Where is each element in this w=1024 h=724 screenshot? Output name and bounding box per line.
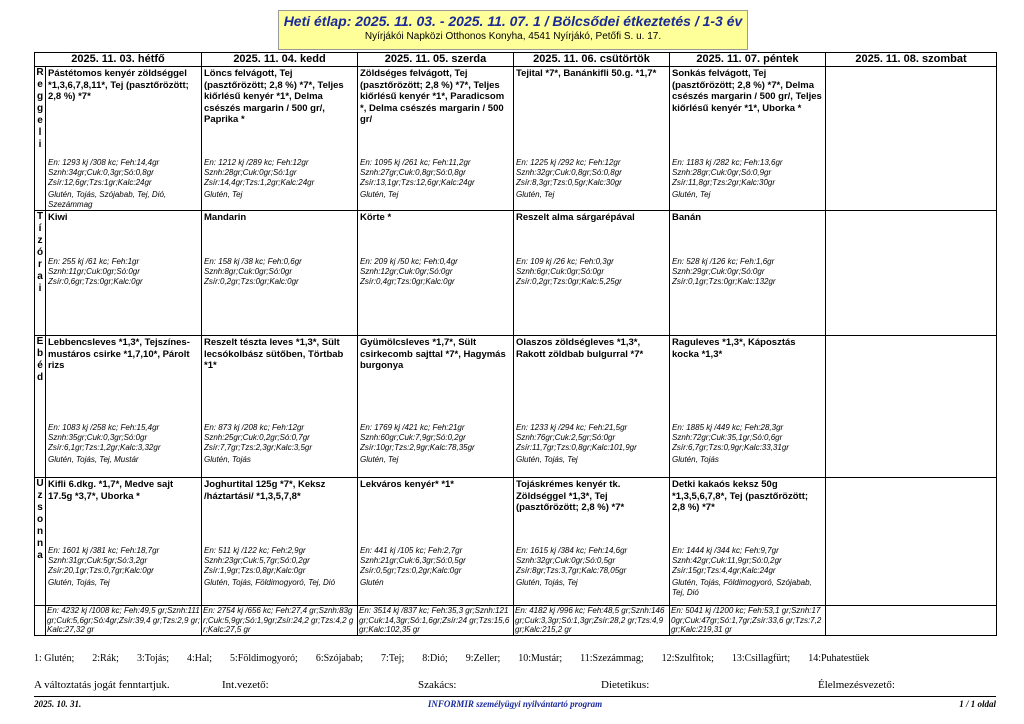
dish-name: Zöldséges felvágott, Tej (pasztőrözött; 2,8 %) *7*, Teljes kiőrlésű kenyér *1*, Paradicsom *, Delma csészés margarin / 500 gr/: [360, 68, 505, 125]
allergen-list: Glutén, Tej: [672, 190, 711, 199]
menu-cell: [670, 478, 826, 606]
allergen-list: Glutén, Tojás, Földimogyoró, Szójabab, Tej, Dió: [672, 578, 812, 597]
menu-cell-content: [670, 478, 825, 605]
daily-total-cell: [514, 606, 670, 636]
menu-cell: [826, 211, 997, 336]
print-date: 2025. 10. 31.: [34, 699, 82, 709]
nutrition-info: En: 528 kj /126 kc; Feh:1,6gr Sznh:29gr;Cuk:0gr;Só:0gr Zsír:0,1gr;Tzs:0gr;Kalc:132gr: [672, 257, 776, 286]
menu-cell: [358, 67, 514, 211]
allergen-legend-item: 5:Földimogyoró;: [230, 653, 298, 664]
nutrition-info: En: 158 kj /38 kc; Feh:0,6gr Sznh:8gr;Cuk:0gr;Só:0gr Zsír:0,2gr;Tzs:0gr;Kalc:0gr: [204, 257, 302, 286]
dish-name: Mandarin: [204, 212, 247, 223]
nutrition-info: En: 873 kj /208 kc; Feh:12gr Sznh:25gr;Cuk:0,2gr;Só:0,7gr Zsír:7,7gr;Tzs:2,3gr;Kalc:3,5gr: [204, 423, 313, 452]
nutrition-info-block: [48, 423, 200, 465]
kitchen-address: Nyírjákói Napközi Otthonos Konyha, 4541 Nyírjákó, Petőfi S. u. 17.: [364, 31, 662, 42]
allergen-list: Glutén, Tojás: [672, 455, 719, 464]
allergen-list: Glutén, Tej: [204, 190, 243, 199]
nutrition-info: En: 1293 kj /308 kc; Feh:14,4gr Sznh:34gr;Cuk:0,3gr;Só:0,8gr Zsír:12,6gr;Tzs:1gr;Kalc:24gr: [48, 158, 160, 187]
allergen-list: Glutén, Tojás: [204, 455, 251, 464]
day-header-saturday: 2025. 11. 08. szombat: [826, 53, 997, 67]
daily-total: En: 4182 kj /996 kc; Feh:48,5 gr;Sznh:146gr;Cuk:3,3gr;Só:1,3gr;Zsír:28,2 gr;Tzs:4,9 gr;Kalc:215,2 gr: [515, 606, 665, 634]
program-name: INFORMIR személyügyi nyilvántartó program: [427, 699, 603, 709]
allergen-legend-item: 13:Csillagfürt;: [731, 653, 791, 664]
menu-cell-content: [202, 336, 357, 477]
nutrition-info-block: [360, 257, 512, 289]
menu-cell: [670, 67, 826, 211]
allergen-list: Glutén, Tej: [360, 455, 399, 464]
daily-total: En: 5041 kj /1200 kc; Feh:53,1 gr;Sznh:170gr;Cuk:47gr;Só:1,7gr;Zsír:33,6 gr;Tzs:7,2 gr;Kalc:219,31 gr: [671, 606, 822, 634]
meal-row-breakfast: [35, 67, 997, 211]
allergen-legend-item: 6:Szójabab;: [315, 653, 364, 664]
dish-name: Olaszos zöldségleves *1,3*, Rakott zöldbab bulgurral *7*: [516, 337, 644, 360]
menu-title: Heti étlap: 2025. 11. 03. - 2025. 11. 07. 1 / Bölcsődei étkeztetés / 1-3 év: [283, 13, 743, 29]
dish-name: Tojáskrémes kenyér tk. Zöldséggel *1,3*, Tej (pasztőrözött; 2,8 %) *7*: [516, 479, 625, 513]
nutrition-info: En: 441 kj /105 kc; Feh:2,7gr Sznh:21gr;Cuk:6,3gr;Só:0,5gr Zsír:0,5gr;Tzs:0,2gr;Kalc:0gr: [360, 546, 466, 575]
menu-cell-content: [514, 67, 669, 210]
day-header-friday: 2025. 11. 07. péntek: [670, 53, 826, 67]
dish-name: Löncs felvágott, Tej (pasztőrözött; 2,8 %) *7*, Teljes kiőrlésű kenyér *1*, Delma csészés margarin / 500 gr/, Paprika *: [204, 68, 344, 125]
allergen-legend: [34, 653, 1004, 664]
menu-cell: [46, 211, 202, 336]
menu-cell: [514, 336, 670, 478]
allergen-legend-item: 10:Mustár;: [518, 653, 563, 664]
menu-cell-content: [358, 336, 513, 477]
menu-cell-content: [202, 211, 357, 335]
nutrition-info-block: [360, 546, 512, 588]
menu-cell-content: [46, 67, 201, 210]
menu-cell: [358, 336, 514, 478]
dish-name: Kifli 6.dkg. *1,7*, Medve sajt 17.5g *3,7*, Uborka *: [48, 479, 174, 502]
nutrition-info: En: 1083 kj /258 kc; Feh:15,4gr Sznh:35gr;Cuk:0,3gr;Só:0gr Zsír:6,1gr;Tzs:1,2gr;Kalc:3,32gr: [48, 423, 161, 452]
nutrition-info: En: 1885 kj /449 kc; Feh:28,3gr Sznh:72gr;Cuk:35,1gr;Só:0,6gr Zsír:6,7gr;Tzs:0,9gr;Kalc:33,31gr: [672, 423, 789, 452]
allergen-legend-item: 12:Szulfitok;: [661, 653, 714, 664]
menu-cell: [46, 67, 202, 211]
daily-total-cell: [670, 606, 826, 636]
allergen-legend-item: 8:Dió;: [422, 653, 448, 664]
nutrition-info-block: [360, 158, 512, 200]
nutrition-info: En: 209 kj /50 kc; Feh:0,4gr Sznh:12gr;Cuk:0gr;Só:0gr Zsír:0,4gr;Tzs:0gr;Kalc:0gr: [360, 257, 458, 286]
menu-cell: [826, 478, 997, 606]
weekly-menu-table: [34, 52, 997, 636]
dish-name: Banán: [672, 212, 702, 223]
nutrition-info: En: 1444 kj /344 kc; Feh:9,7gr Sznh:42gr;Cuk:11,9gr;Só:0,2gr Zsír:15gr;Tzs:4,4gr;Kalc:24gr: [672, 546, 782, 575]
allergen-list: Glutén, Tojás, Földimogyoró, Tej, Dió: [204, 578, 336, 587]
menu-cell: [826, 336, 997, 478]
nutrition-info: En: 1601 kj /381 kc; Feh:18,7gr Sznh:31gr;Cuk:5gr;Só:3,2gr Zsír:20,1gr;Tzs:0,7gr;Kalc:0gr: [48, 546, 160, 575]
menu-body: [35, 67, 997, 636]
allergen-list: Glutén, Tojás, Tej: [48, 578, 110, 587]
nutrition-info-block: [360, 423, 512, 465]
allergen-list: Glutén, Tojás, Tej: [516, 578, 578, 587]
dish-name: Raguleves *1,3*, Káposztás kocka *1,3*: [672, 337, 796, 360]
nutrition-info-block: [204, 257, 356, 289]
menu-cell-content: [670, 211, 825, 335]
day-header-wednesday: 2025. 11. 05. szerda: [358, 53, 514, 67]
allergen-list: Glutén, Tojás, Szójabab, Tej, Dió, Szezámmag: [48, 190, 167, 209]
menu-header: [278, 10, 748, 50]
meal-row-lunch: [35, 336, 997, 478]
dish-name: Pástétomos kenyér zöldséggel *1,3,6,7,8,11*, Tej (pasztőrözött; 2,8 %) *7*: [48, 68, 189, 102]
allergen-list: Glutén: [360, 578, 384, 587]
menu-cell-content: [670, 336, 825, 477]
dietitian-signature-label: Dietetikus:: [601, 679, 650, 691]
nutrition-info: En: 1225 kj /292 kc; Feh:12gr Sznh:32gr;Cuk:0,8gr;Só:0,8gr Zsír:8,3gr;Tzs:0,5gr;Kalc:30gr: [516, 158, 622, 187]
allergen-legend-item: 2:Rák;: [92, 653, 119, 664]
menu-cell-content: [202, 478, 357, 605]
nutrition-info: En: 109 kj /26 kc; Feh:0,3gr Sznh:6gr;Cuk:0gr;Só:0gr Zsír:0,2gr;Tzs:0gr;Kalc:5,25gr: [516, 257, 622, 286]
totals-label-cell: [35, 606, 46, 636]
nutrition-info-block: [204, 158, 356, 200]
menu-cell: [670, 211, 826, 336]
meal-row-afternoon-snack: [35, 478, 997, 606]
menu-cell: [514, 67, 670, 211]
nutrition-info-block: [516, 158, 668, 200]
allergen-list: Glutén, Tej: [360, 190, 399, 199]
nutrition-info-block: [672, 257, 824, 289]
day-header-thursday: 2025. 11. 06. csütörtök: [514, 53, 670, 67]
menu-cell: [202, 67, 358, 211]
nutrition-info: En: 255 kj /61 kc; Feh:1gr Sznh:11gr;Cuk:0gr;Só:0gr Zsír:0,6gr;Tzs:0gr;Kalc:0gr: [48, 257, 143, 286]
dish-name: Reszelt alma sárgarépával: [516, 212, 635, 223]
menu-cell: [358, 478, 514, 606]
nutrition-info: En: 1769 kj /421 kc; Feh:21gr Sznh:60gr;Cuk:7,9gr;Só:0,2gr Zsír:10gr;Tzs:2,9gr;Kalc:78,35gr: [360, 423, 475, 452]
nutrition-info: En: 1212 kj /289 kc; Feh:12gr Sznh:28gr;Cuk:0gr;Só:1gr Zsír:14,4gr;Tzs:1,2gr;Kalc:24gr: [204, 158, 315, 187]
menu-cell: [202, 478, 358, 606]
daily-totals-row: [35, 606, 997, 636]
allergen-list: Glutén, Tej: [516, 190, 555, 199]
allergen-list: Glutén, Tojás, Tej, Mustár: [48, 455, 139, 464]
nutrition-info-block: [204, 546, 356, 588]
dish-name: Reszelt tészta leves *1,3*, Sült lecsókolbász sütőben, Törtbab *1*: [204, 337, 344, 371]
allergen-legend-item: 4:Hal;: [187, 653, 213, 664]
menu-cell-content: [670, 67, 825, 210]
dish-name: Tejital *7*, Banánkifli 50.g. *1,7*: [516, 68, 657, 79]
day-header-tuesday: 2025. 11. 04. kedd: [202, 53, 358, 67]
nutrition-info-block: [48, 546, 200, 588]
dish-name: Gyümölcsleves *1,7*, Sült csirkecomb sajttal *7*, Hagymás burgonya: [360, 337, 506, 371]
allergen-legend-item: 3:Tojás;: [136, 653, 170, 664]
menu-cell-content: [358, 67, 513, 210]
menu-cell: [202, 336, 358, 478]
menu-cell-content: [46, 478, 201, 605]
menu-cell: [514, 478, 670, 606]
nutrition-info-block: [516, 257, 668, 289]
menu-cell: [514, 211, 670, 336]
manager-signature-label: Int.vezető:: [222, 679, 269, 691]
meal-label-lunch: E b é d: [35, 336, 46, 478]
cook-signature-label: Szakács:: [418, 679, 457, 691]
menu-cell-content: [202, 67, 357, 210]
dish-name: Joghurtital 125g *7*, Keksz /háztartási/ *1,3,5,7,8*: [204, 479, 326, 502]
day-header-row: [35, 53, 997, 67]
dish-name: Kiwi: [48, 212, 68, 223]
daily-total-cell: [46, 606, 202, 636]
disclaimer: A változtatás jogát fenntartjuk.: [34, 679, 170, 691]
daily-total-cell: [826, 606, 997, 636]
nutrition-info: En: 1233 kj /294 kc; Feh:21,5gr Sznh:76gr;Cuk:2,5gr;Só:0gr Zsír:11,7gr;Tzs:0,8gr;Kalc:101,9gr: [516, 423, 637, 452]
dish-name: Detki kakaós keksz 50g *1,3,5,6,7,8*, Tej (pasztőrözött; 2,8 %) *7*: [672, 479, 809, 513]
menu-cell-content: [514, 478, 669, 605]
nutrition-info-block: [672, 423, 824, 465]
allergen-legend-item: 1: Glutén;: [34, 653, 75, 664]
daily-total-cell: [358, 606, 514, 636]
page-footer: [34, 696, 996, 709]
menu-cell-content: [514, 211, 669, 335]
menu-cell: [46, 336, 202, 478]
allergen-legend-item: 9:Zeller;: [465, 653, 501, 664]
nutrition-info: En: 1615 kj /384 kc; Feh:14,6gr Sznh:32gr;Cuk:0gr;Só:0,5gr Zsír:8gr;Tzs:3,7gr;Kalc:78,05gr: [516, 546, 628, 575]
nutrition-info-block: [516, 546, 668, 588]
meal-label-breakfast: R e g g e l i: [35, 67, 46, 211]
meal-row-snack: [35, 211, 997, 336]
page-number: 1 / 1 oldal: [959, 699, 996, 709]
menu-cell: [670, 336, 826, 478]
allergen-legend-item: 11:Szezámmag;: [580, 653, 644, 664]
allergen-legend-item: 14:Puhatestűek: [808, 653, 870, 664]
menu-cell-content: [514, 336, 669, 477]
day-header-monday: 2025. 11. 03. hétfő: [35, 53, 202, 67]
menu-cell-content: [358, 211, 513, 335]
nutrition-info-block: [48, 158, 200, 210]
daily-total: En: 3514 kj /837 kc; Feh:35,3 gr;Sznh:121gr;Cuk:14,3gr;Só:1,6gr;Zsír:24 gr;Tzs:15,6 gr;Kalc:102,35 gr: [359, 606, 510, 634]
nutrition-info: En: 1095 kj /261 kc; Feh:11,2gr Sznh:27gr;Cuk:0,8gr;Só:0,8gr Zsír:13,1gr;Tzs:12,6gr;Kalc:24gr: [360, 158, 475, 187]
meal-label-snack: T í z ó r a i: [35, 211, 46, 336]
daily-total: En: 4232 kj /1008 kc; Feh:49,5 gr;Sznh:111gr;Cuk:5,6gr;Só:4gr;Zsír:39,4 gr;Tzs:2,9 gr;Kalc:27,32 gr: [47, 606, 200, 634]
food-manager-signature-label: Élelmezésvezető:: [818, 679, 895, 691]
nutrition-info-block: [48, 257, 200, 289]
menu-cell-content: [358, 478, 513, 605]
allergen-list: Glutén, Tojás, Tej: [516, 455, 578, 464]
daily-total-cell: [202, 606, 358, 636]
daily-total: En: 2754 kj /656 kc; Feh:27,4 gr;Sznh:83gr;Cuk:5,9gr;Só:1,9gr;Zsír:24,2 gr;Tzs:4,2 gr;Kalc:27,5 gr: [203, 606, 354, 634]
nutrition-info-block: [516, 423, 668, 465]
dish-name: Lebbencsleves *1,3*, Tejszínes-mustáros csirke *1,7,10*, Párolt rizs: [48, 337, 190, 371]
menu-cell: [826, 67, 997, 211]
menu-cell: [202, 211, 358, 336]
nutrition-info: En: 1183 kj /282 kc; Feh:13,6gr Sznh:28gr;Cuk:0gr;Só:0,9gr Zsír:11,8gr;Tzs:2gr;Kalc:30gr: [672, 158, 783, 187]
menu-cell: [358, 211, 514, 336]
dish-name: Lekváros kenyér* *1*: [360, 479, 455, 490]
menu-cell-content: [46, 336, 201, 477]
nutrition-info-block: [204, 423, 356, 465]
dish-name: Sonkás felvágott, Tej (pasztőrözött; 2,8 %) *7*, Delma csészés margarin / 500 gr/, Teljes kiőrlésű kenyér *1*, Uborka *: [672, 68, 822, 114]
nutrition-info: En: 511 kj /122 kc; Feh:2,9gr Sznh:23gr;Cuk:5,7gr;Só:0,2gr Zsír:1,9gr;Tzs:0,8gr;Kalc:0gr: [204, 546, 310, 575]
dish-name: Körte *: [360, 212, 392, 223]
menu-cell-content: [46, 211, 201, 335]
allergen-legend-item: 7:Tej;: [381, 653, 405, 664]
meal-label-afternoon-snack: U z s o n n a: [35, 478, 46, 606]
nutrition-info-block: [672, 546, 824, 598]
menu-cell: [46, 478, 202, 606]
nutrition-info-block: [672, 158, 824, 200]
